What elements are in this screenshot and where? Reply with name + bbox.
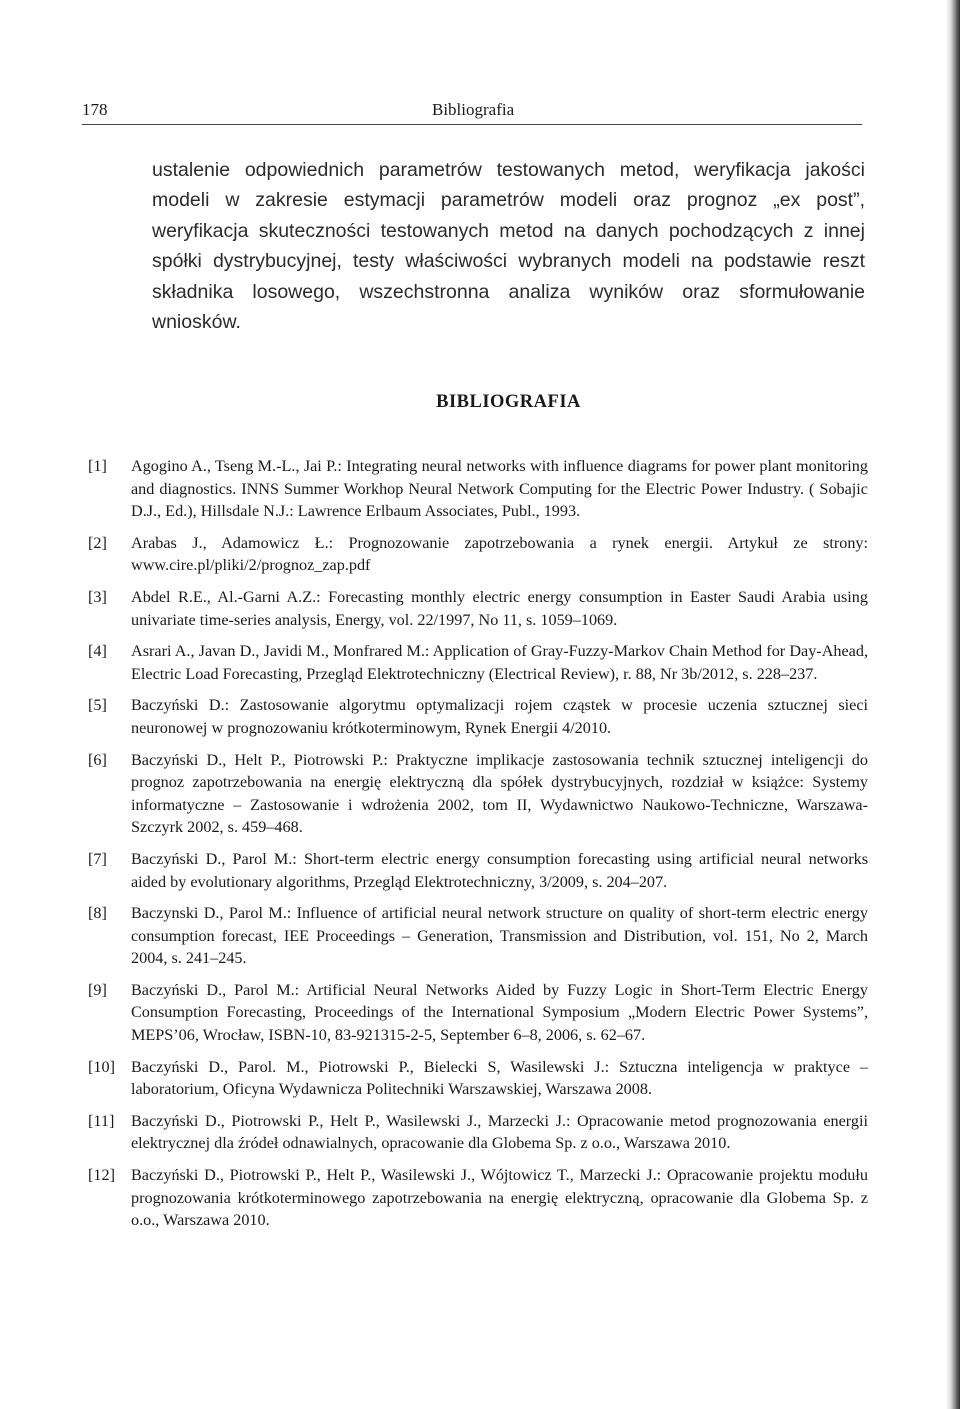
reference-number: [9]: [88, 980, 107, 999]
reference-text: Baczyński D., Piotrowski P., Helt P., Wasilewski J., Marzecki J.: Opracowanie metod prognozowania energii elektrycznej dla źródeł odnawialnych, opracowanie dla Globema Sp. z o.o., Warszawa 2010.: [131, 1111, 868, 1153]
reference-item: [88, 455, 868, 523]
reference-number: [1]: [88, 457, 107, 475]
reference-number: [12]: [88, 1166, 115, 1185]
reference-item: [88, 749, 868, 839]
reference-text: Baczyński D., Parol M.: Artificial Neural Networks Aided by Fuzzy Logic in Short-Term Electric Energy Consumption Forecasting, Proceedings of the International Symposium „Modern Electric Power Systems”, MEPS’06, Wrocław, ISBN-10, 83-921315-2-5, September 6–8, 2006, s. 62–67.: [131, 980, 868, 1045]
reference-item: [88, 694, 868, 739]
reference-number: [2]: [88, 533, 107, 552]
reference-item: [88, 1056, 868, 1101]
reference-number: [7]: [88, 849, 107, 868]
reference-number: [3]: [88, 587, 107, 606]
reference-text: Baczyński D.: Zastosowanie algorytmu optymalizacji rojem cząstek w procesie uczenia sztucznej sieci neuronowej w prognozowaniu krótkoterminowym, Rynek Energii 4/2010.: [131, 696, 868, 737]
reference-text: Baczyński D., Parol M.: Short-term electric energy consumption forecasting using artificial neural networks aided by evolutionary algorithms, Przegląd Elektrotechniczny, 3/2009, s. 204–207.: [131, 849, 868, 891]
reference-number: [11]: [88, 1111, 115, 1130]
reference-text: Baczynski D., Parol M.: Influence of artificial neural network structure on quality of short-term electric energy consumption forecast, IEE Proceedings – Generation, Transmission and Distribution, vol. 151, No 2, March 2004, s. 241–245.: [131, 904, 868, 968]
reference-item: [88, 848, 868, 893]
reference-number: [6]: [88, 750, 107, 769]
reference-text: Abdel R.E., Al.-Garni A.Z.: Forecasting monthly electric energy consumption in Easter Saudi Arabia using univariate time-series analysis, Energy, vol. 22/1997, No 11, s. 1059–1069.: [131, 587, 868, 629]
reference-item: [88, 586, 868, 631]
reference-list: [88, 455, 868, 1241]
reference-text: Baczyński D., Parol. M., Piotrowski P., Bielecki S, Wasilewski J.: Sztuczna inteligencja w praktyce – laboratorium, Oficyna Wydawnicza Politechniki Warszawskiej, Warszawa 2008.: [131, 1057, 868, 1099]
running-head: Bibliografia: [432, 100, 515, 119]
intro-paragraph: ustalenie odpowiednich parametrów testowanych metod, weryfikacja jakości modeli w zakresie estymacji parametrów modeli oraz prognoz „ex post”, weryfikacja skuteczności testowanych metod na danych pochodzących z innej spółki dystrybucyjnej, testy właściwości wybranych modeli na podstawie reszt składnika losowego, wszechstronna analiza wyników oraz sformułowanie wniosków.: [152, 159, 865, 334]
reference-text: Baczyński D., Piotrowski P., Helt P., Wasilewski J., Wójtowicz T., Marzecki J.: Opracowanie projektu modułu prognozowania krótkoterminowego zapotrzebowania na energię elektryczną, opracowanie dla Globema Sp. z o.o., Warszawa 2010.: [131, 1166, 868, 1230]
reference-number: [10]: [88, 1057, 115, 1076]
page-number: 178: [82, 100, 108, 119]
reference-item: [88, 979, 868, 1047]
reference-text: Asrari A., Javan D., Javidi M., Monfrared M.: Application of Gray-Fuzzy-Markov Chain Method for Day-Ahead, Electric Load Forecasting, Przegląd Elektrotechniczny (Electrical Review), r. 88, Nr 3b/2012, s. 228–237.: [131, 642, 868, 683]
reference-number: [5]: [88, 696, 107, 715]
page-header: [82, 100, 862, 125]
reference-item: [88, 902, 868, 970]
reference-item: [88, 1164, 868, 1232]
reference-item: [88, 1110, 868, 1155]
reference-number: [8]: [88, 904, 107, 923]
reference-text: Baczyński D., Helt P., Piotrowski P.: Praktyczne implikacje zastosowania technik sztucznej inteligencji do prognoz zapotrzebowania na energię elektryczną dla spółek dystrybucyjnych, rozdział w książce: Systemy informatyczne – Zastosowanie i wdrożenia 2002, tom II, Wydawnictwo Naukowo-Techniczne, Warszawa-Szczyrk 2002, s. 459–468.: [131, 750, 868, 837]
scan-edge-shadow: [946, 0, 960, 1409]
reference-text: Arabas J., Adamowicz Ł.: Prognozowanie zapotrzebowania a rynek energii. Artykuł ze strony: www.cire.pl/pliki/2/prognoz_zap.pdf: [131, 533, 868, 575]
reference-number: [4]: [88, 642, 107, 661]
reference-item: [88, 640, 868, 685]
reference-item: [88, 532, 868, 577]
section-title: BIBLIOGRAFIA: [436, 392, 581, 412]
reference-text: Agogino A., Tseng M.-L., Jai P.: Integrating neural networks with influence diagrams for power plant monitoring and diagnostics. INNS Summer Workhop Neural Network Computing for the Electric Power Industry. ( Sobajic D.J., Ed.), Hillsdale N.J.: Lawrence Erlbaum Associates, Publ., 1993.: [131, 457, 868, 521]
